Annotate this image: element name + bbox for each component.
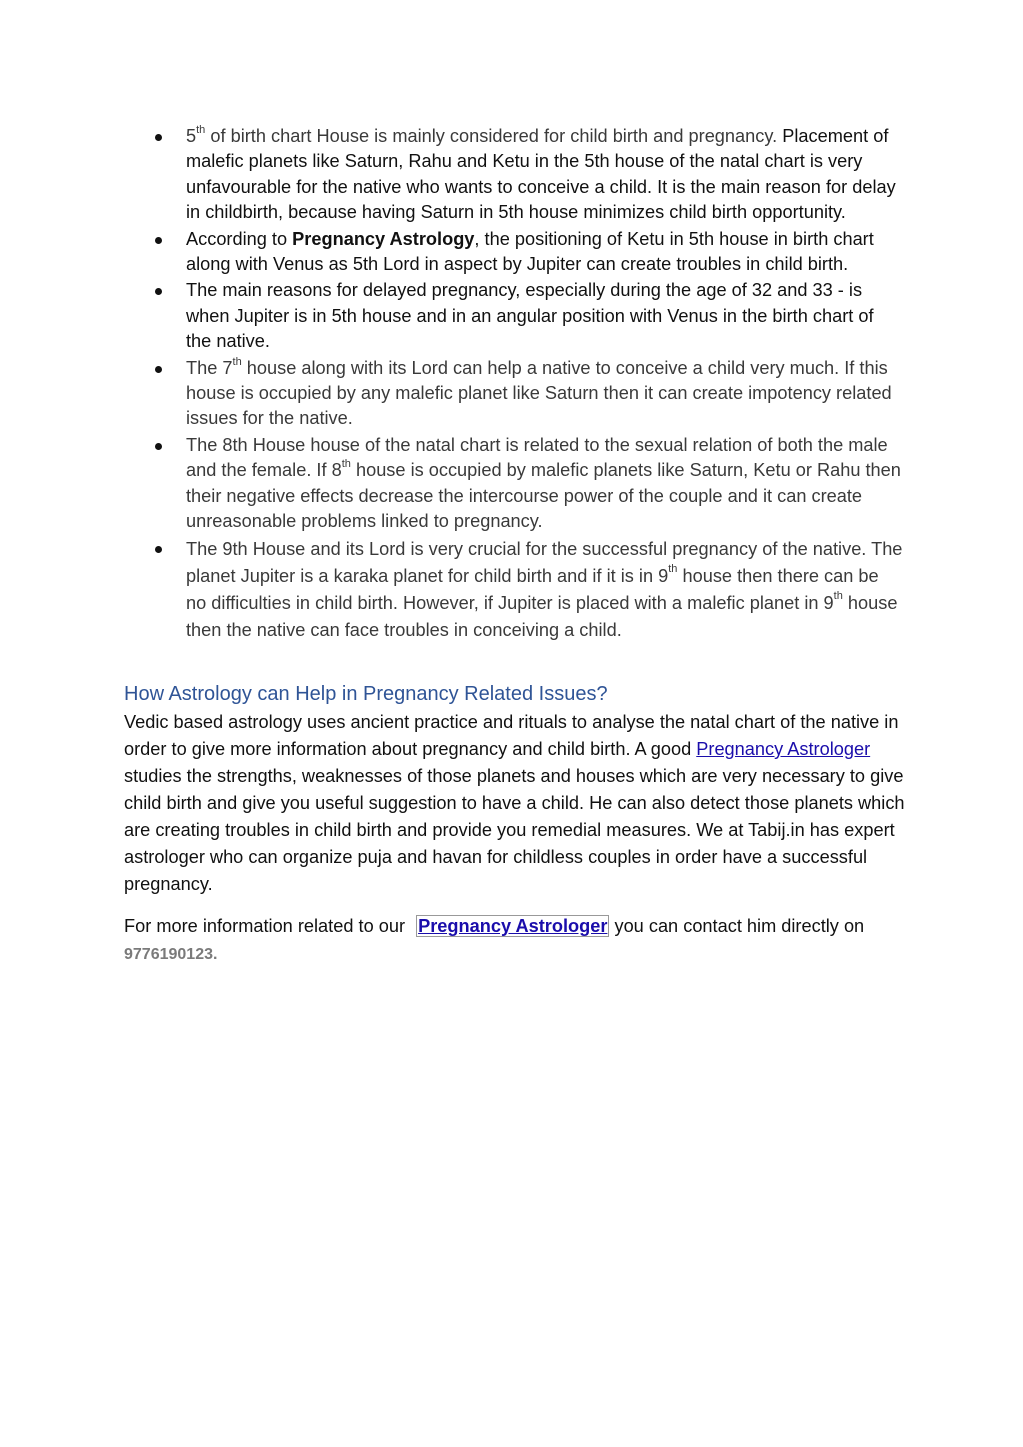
phone-number: 9776190123 [124, 946, 213, 963]
bullet-text: Placement of malefic planets like Saturn, Rahu and Ketu in the 5th house of the natal chart is very unfavourable for the native who wants to conceive a child. It is the main reason for delay in childbirth, because having Saturn in 5th house minimizes child birth opportunity. [186, 126, 896, 223]
paragraph-text: studies the strengths, weaknesses of those planets and houses which are very necessary to give child birth and give you useful suggestion to have a child. He can also detect those planets which are creating troubles in child birth and provide you remedial measures. We at Tabij.in has expert astrologer who can organize puja and havan for childless couples in order have a successful pregnancy. [124, 766, 905, 894]
bullet-text: The main reasons for delayed pregnancy, especially during the age of 32 and 33 - is when Jupiter is in 5th house and in an angular position with Venus in the birth chart of the native. [186, 280, 874, 352]
section-paragraph [124, 709, 914, 898]
list-item [0, 356, 1023, 432]
bullet-text: house is occupied by malefic planets like Saturn, Ketu or Rahu then their negative effects decrease the intercourse power of the couple and it can create unreasonable problems linked to pregnancy. [186, 460, 901, 532]
superscript: th [341, 458, 351, 471]
bullet-list [0, 124, 1023, 645]
bullet-text: house along with its Lord can help a native to conceive a child very much. If this house is occupied by any malefic planet like Saturn then it can create impotency related issues for the native. [186, 357, 892, 429]
bullet-text: The 7 [186, 357, 233, 378]
contact-text: you can contact him directly on [609, 916, 865, 936]
bullet-icon [155, 546, 162, 553]
bullet-text: The 9th House and its Lord is very crucial for the successful pregnancy of the native. The planet Jupiter is a karaka planet for child birth and if it is in 9 [186, 538, 903, 586]
bullet-icon [155, 443, 162, 450]
bullet-text: According to [186, 228, 293, 249]
contact-text: For more information related to our [124, 916, 411, 936]
bullet-icon [155, 237, 162, 244]
list-item [0, 124, 1023, 226]
superscript: th [232, 355, 242, 368]
bullet-text: of birth chart House is mainly considered for child birth and pregnancy. [205, 126, 783, 146]
list-item [0, 536, 1023, 644]
bullet-text: house then there can be no difficulties in child birth. However, if Jupiter is placed with a malefic planet in 9 [186, 565, 879, 613]
bullet-icon [155, 134, 162, 141]
paragraph-text: Vedic based astrology uses ancient practice and rituals to analyse the natal chart of the native in order to give more information about pregnancy and child birth. A good [124, 712, 899, 759]
superscript: th [833, 590, 843, 603]
bullet-text: , the positioning of Ketu in 5th house in birth chart along with Venus as 5th Lord in aspect by Jupiter can create troubles in child birth. [186, 228, 874, 275]
contact-paragraph [124, 913, 914, 968]
trailing-period: . [212, 946, 218, 963]
pregnancy-astrologer-link[interactable]: Pregnancy Astrologer [696, 739, 871, 759]
pregnancy-astrologer-contact-link[interactable]: Pregnancy Astrologer [418, 916, 608, 936]
bullet-text: 5 [186, 126, 197, 146]
list-item [0, 278, 1023, 354]
list-item [0, 227, 1023, 278]
bullet-text: The 8th House house of the natal chart is related to the sexual relation of both the male and the female. If 8 [186, 434, 888, 481]
section-heading: How Astrology can Help in Pregnancy Related Issues? [124, 683, 608, 705]
superscript: th [196, 123, 206, 136]
bold-term: Pregnancy Astrology [292, 228, 475, 249]
bullet-icon [155, 288, 162, 295]
bullet-text: house then the native can face troubles in conceiving a child. [186, 592, 898, 640]
list-item [0, 433, 1023, 535]
bullet-icon [155, 366, 162, 373]
superscript: th [668, 563, 678, 576]
